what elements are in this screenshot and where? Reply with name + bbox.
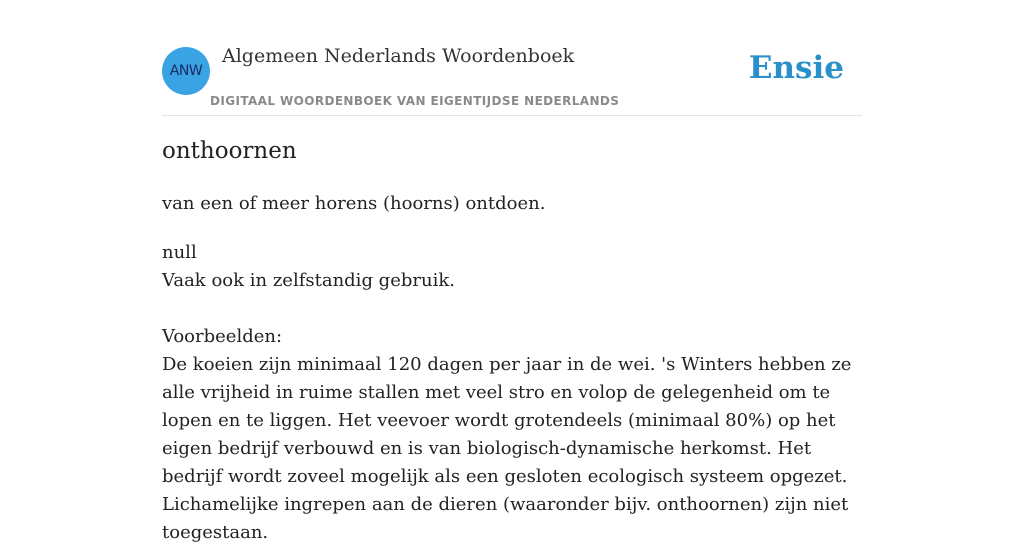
entry-note-usage: Vaak ook in zelfstandig gebruik. xyxy=(162,270,455,291)
entry-note-null: null xyxy=(162,242,197,263)
entry-word: onthoornen xyxy=(162,138,297,164)
source-subtitle: DIGITAAL WOORDENBOEK VAN EIGENTIJDSE NEDERLANDS xyxy=(210,94,620,108)
source-title[interactable]: Algemeen Nederlands Woordenboek xyxy=(222,45,575,67)
example-text: De koeien zijn minimaal 120 dagen per jaar in de wei. 's Winters hebben ze alle vrijheid in ruime stallen met veel stro en volop de gelegenheid om te lopen en te liggen. Het veevoer wordt grotendeels (minimaal 80%) op het eigen bedrijf verbouwd en is van biologisch-dynamische herkomst. Het bedrijf wordt zoveel mogelijk als een gesloten ecologisch systeem opgezet. Lichamelijke ingrepen aan de dieren (waaronder bijv. onthoornen) zijn niet toegestaan. xyxy=(162,354,852,543)
anw-logo[interactable]: ANW xyxy=(162,47,210,95)
entry-body xyxy=(162,239,862,547)
examples-label: Voorbeelden: xyxy=(162,326,283,347)
entry-definition: van een of meer horens (hoorns) ontdoen. xyxy=(162,193,546,214)
paragraph-gap xyxy=(162,295,862,323)
source-header xyxy=(162,0,862,116)
ensie-brand-link[interactable]: Ensie xyxy=(748,50,844,86)
page-container xyxy=(162,0,862,543)
